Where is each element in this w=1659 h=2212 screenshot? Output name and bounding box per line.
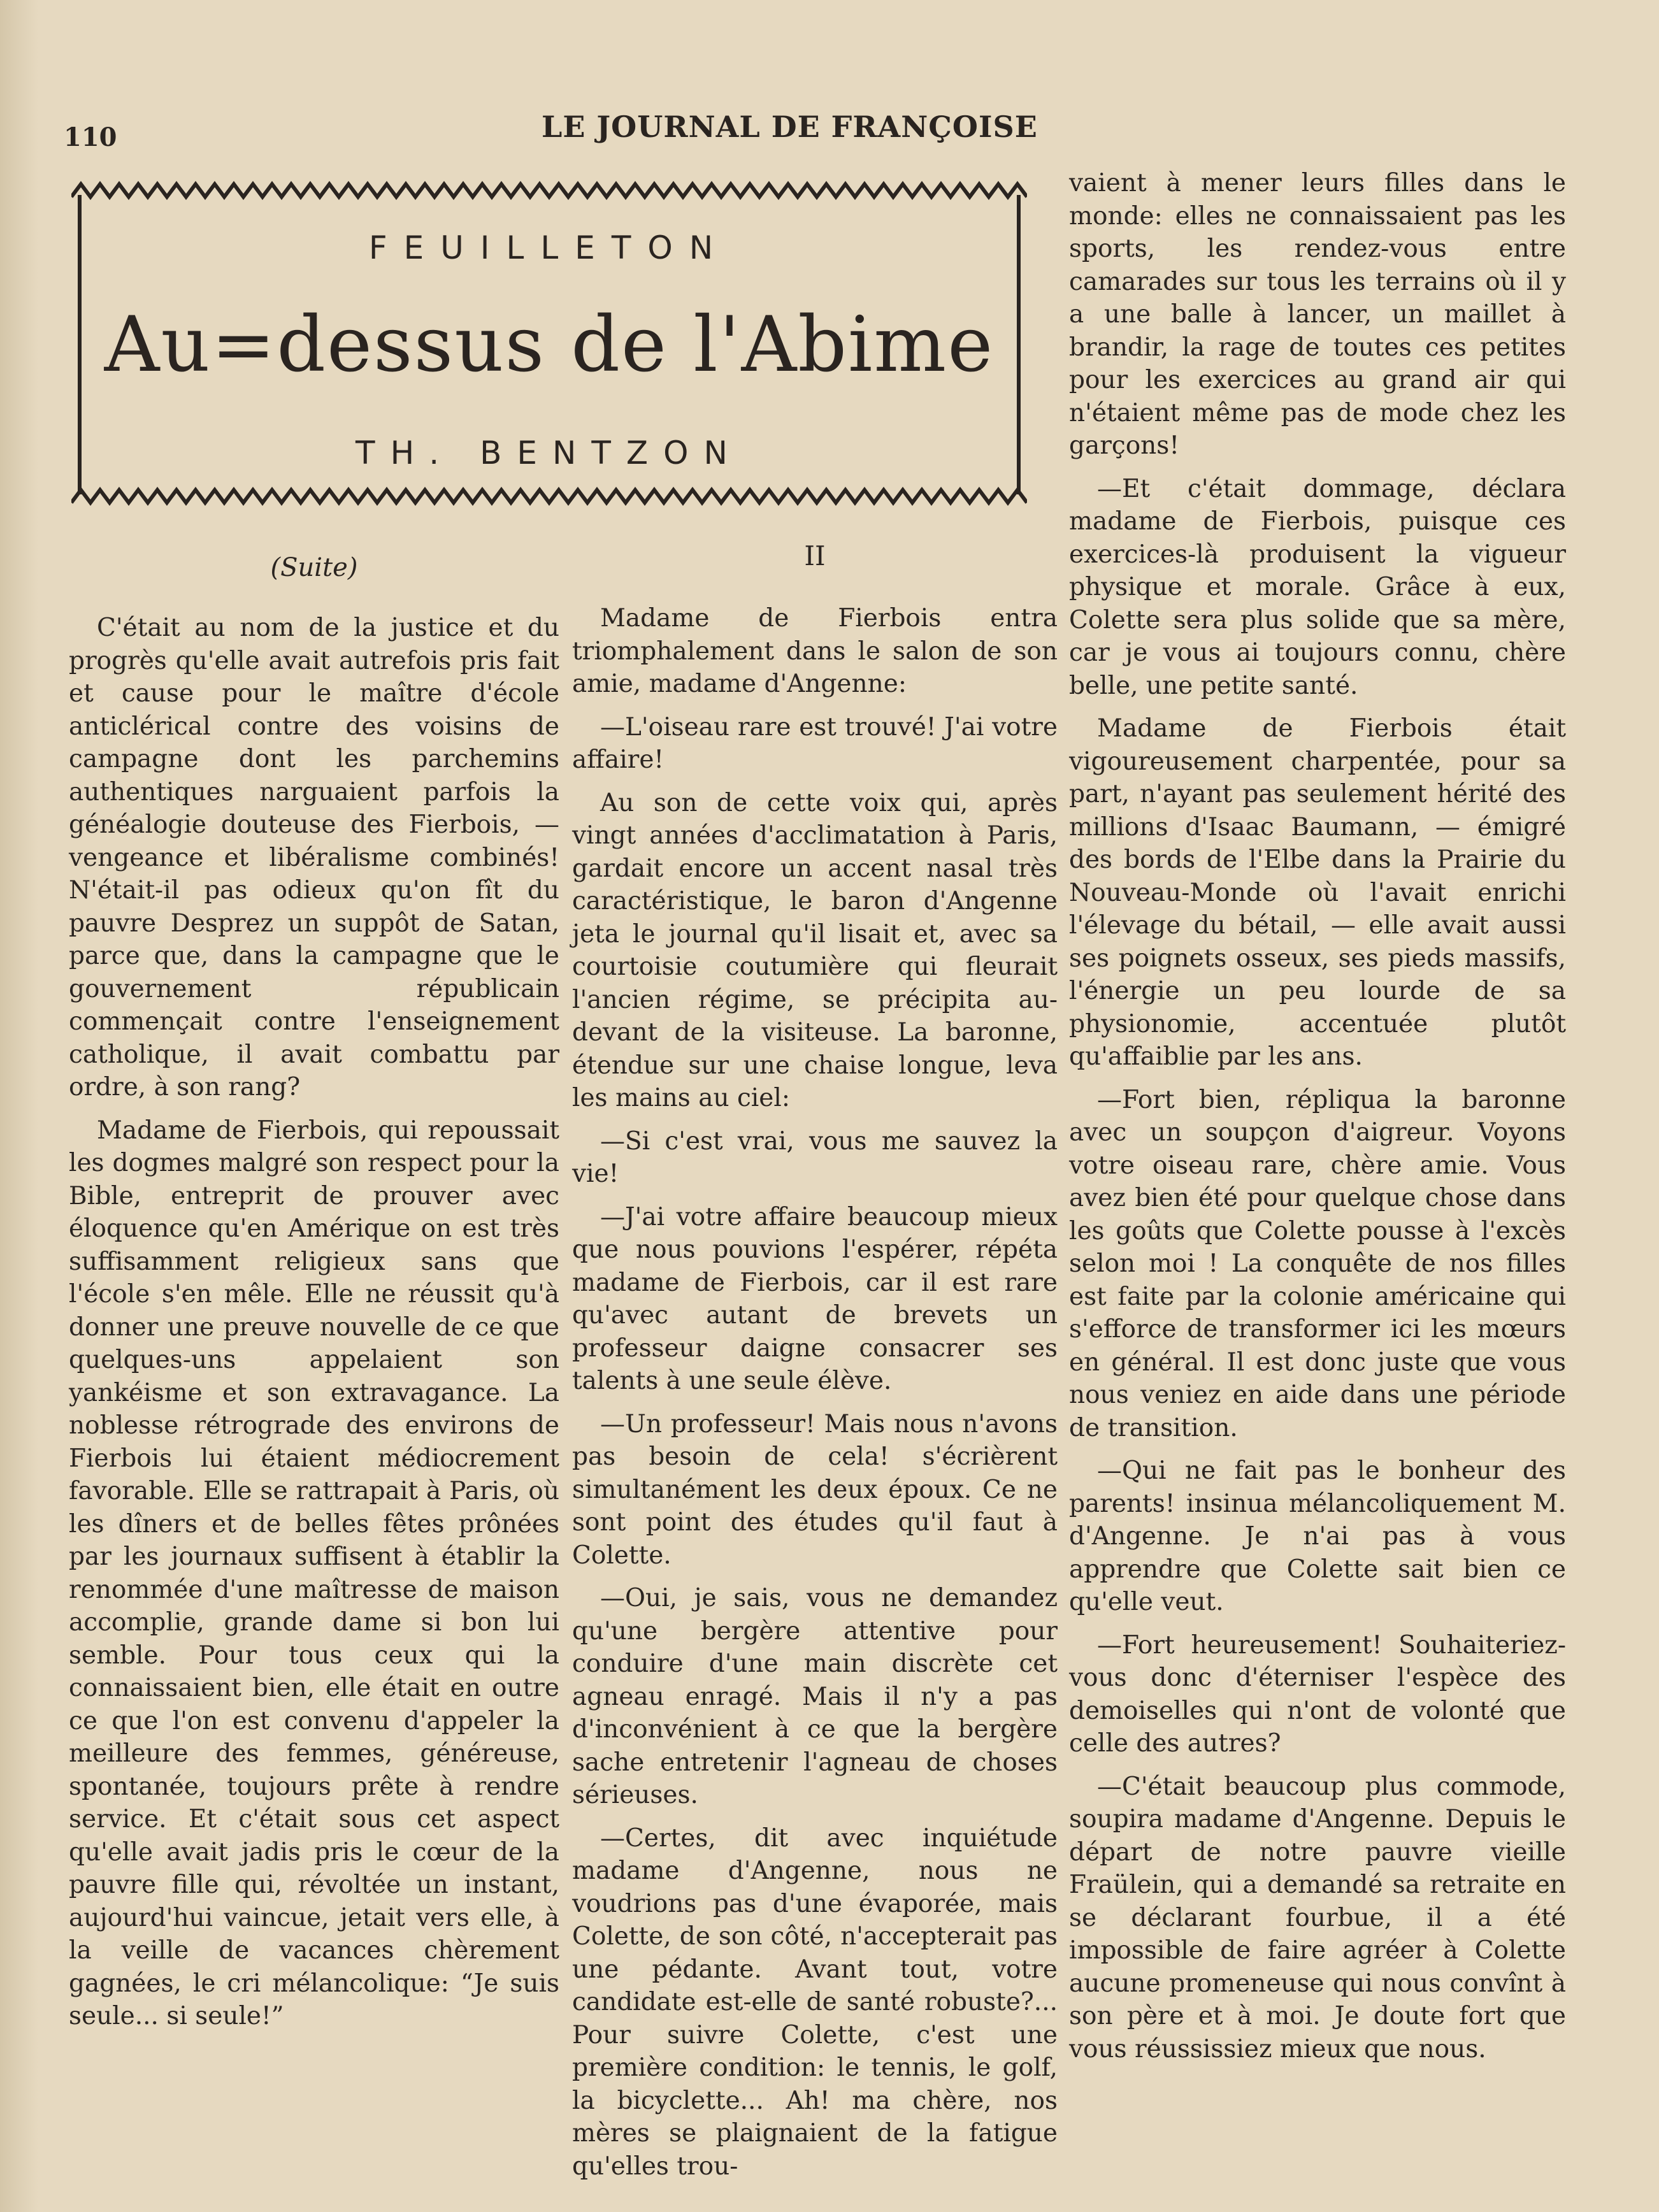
text-column-3 xyxy=(1069,167,1566,2065)
paragraph: Madame de Fierbois entra triomphalement dans le salon de son amie, madame d'Angenne: xyxy=(572,604,1058,698)
feuilleton-banner xyxy=(71,180,1027,511)
story-author: TH. BENTZON xyxy=(356,434,743,471)
paragraph: —L'oiseau rare est trouvé! J'ai votre affaire! xyxy=(572,712,1058,774)
story-title: Au=dessus de l'Abime xyxy=(104,301,995,389)
paragraph: —Un professeur! Mais nous n'avons pas besoin de cela! s'écrièrent simultanément les deux époux. Ce ne sont point des études qu'il faut à Colette. xyxy=(572,1409,1058,1570)
suite-label: (Suite) xyxy=(270,553,358,582)
running-title: LE JOURNAL DE FRANÇOISE xyxy=(542,110,1038,144)
text-column-2 xyxy=(572,602,1058,2183)
chapter-number: II xyxy=(804,540,826,571)
page-number: 110 xyxy=(64,122,117,152)
paragraph: —Fort heureusement! Souhaiteriez-vous donc d'éterniser l'espèce des demoiselles qui n'ont de volonté que celle des autres? xyxy=(1069,1630,1566,1758)
text-column-1 xyxy=(69,612,559,2033)
paragraph: —Oui, je sais, vous ne demandez qu'une bergère attentive pour conduire d'une main discrète cet agneau enragé. Mais il n'y a pas d'inconvénient à ce que la bergère sache entretenir l'agneau de choses sérieuses. xyxy=(572,1584,1058,1809)
banner-kicker: FEUILLETON xyxy=(368,229,730,266)
zigzag-border-bottom xyxy=(71,487,1027,506)
paragraph: —Et c'était dommage, déclara madame de Fierbois, puisque ces exercices-là produisent la vigueur physique et morale. Grâce à eux, Colette sera plus solide que sa mère, car je vous ai toujours connu, chère belle, une petite santé. xyxy=(1069,474,1566,700)
paragraph: —J'ai votre affaire beaucoup mieux que nous pouvions l'espérer, répéta madame de Fierbois, car il est rare qu'avec autant de brevets un professeur daigne consacrer ses talents à une seule élève. xyxy=(572,1202,1058,1395)
paragraph: Au son de cette voix qui, après vingt années d'acclimatation à Paris, gardait encore un accent nasal très caractéristique, le baron d'Angenne jeta le journal qu'il lisait et, avec sa courtoisie coutumière qui fleurait l'ancien régime, se précipita au-devant de la visiteuse. La baronne, étendue sur une chaise longue, leva les mains au ciel: xyxy=(572,788,1058,1112)
paragraph: —Qui ne fait pas le bonheur des parents! insinua mélancoliquement M. d'Angenne. Je n'ai pas à vous apprendre que Colette sait bien ce qu'elle veut. xyxy=(1069,1456,1566,1616)
paragraph: C'était au nom de la justice et du progrès qu'elle avait autrefois pris fait et cause pour le maître d'école anticlérical contre des voisins de campagne dont les parchemins authentiques narguaient parfois la généalogie douteuse des Fierbois, — vengeance et libéralisme combinés! N'était-il pas odieux qu'on fît du pauvre Desprez un suppôt de Satan, parce que, dans la campagne que le gouvernement républicain commençait contre l'enseignement catholique, il avait combattu par ordre, à son rang? xyxy=(69,614,559,1102)
paragraph: Madame de Fierbois était vigoureusement charpentée, pour sa part, n'ayant pas seulement hérité des millions d'Isaac Baumann, — émigré des bords de l'Elbe dans la Prairie du Nouveau-Monde où l'avait enrichi l'élevage du bétail, — elle avait aussi ses poignets osseux, ses pieds massifs, l'énergie un peu lourde de sa physionomie, accentuée plutôt qu'affaiblie par les ans. xyxy=(1069,714,1566,1071)
paragraph: Madame de Fierbois, qui repoussait les dogmes malgré son respect pour la Bible, entreprit de prouver avec éloquence qu'en Amérique on est très suffisamment religieux sans que l'école s'en mêle. Elle ne réussit qu'à donner une preuve nouvelle de ce que quelques-uns appelaient son yankéisme et son extravagance. La noblesse rétrograde des environs de Fierbois lui étaient médiocrement favorable. Elle se rattrapait à Paris, où les dîners et de belles fêtes prônées par les journaux suffisent à établir la renommée d'une maîtresse de maison accomplie, grande dame si bon lui semble. Pour tous ceux qui la connaissaient bien, elle était en outre ce que l'on est convenu d'appeler la meilleure des femmes, généreuse, spontanée, toujours prête à rendre service. Et c'était sous cet aspect qu'elle avait jadis pris le cœur de la pauvre fille qui, révoltée un instant, aujourd'hui vaincue, jetait vers elle, à la veille de vacances chèrement gagnées, le cri mélancolique: “Je suis seule... si seule!” xyxy=(69,1116,559,2030)
paragraph: —C'était beaucoup plus commode, soupira madame d'Angenne. Depuis le départ de notre pauvre vieille Fraülein, qui a demandé sa retraite en se déclarant fourbue, il a été impossible de faire agréer à Colette aucune promeneuse qui nous convînt à son père et à moi. Je doute fort que vous réussissiez mieux que nous. xyxy=(1069,1772,1566,2064)
page-edge xyxy=(0,0,38,2212)
paragraph: —Certes, dit avec inquiétude madame d'Angenne, nous ne voudrions pas d'une évaporée, mais Colette, de son côté, n'accepterait pas une pédante. Avant tout, votre candidate est-elle de santé robuste?... Pour suivre Colette, c'est une première condition: le tennis, le golf, la bicyclette... Ah! ma chère, nos mères se plaignaient de la fatigue qu'elles trou- xyxy=(572,1823,1058,2181)
paragraph: —Si c'est vrai, vous me sauvez la vie! xyxy=(572,1126,1058,1188)
paragraph: —Fort bien, répliqua la baronne avec un soupçon d'aigreur. Voyons votre oiseau rare, chère amie. Vous avez bien été pour quelque chose dans les goûts que Colette pousse à l'excès selon moi ! La conquête de nos filles est faite par la colonie américaine qui s'efforce de transformer ici les mœurs en général. Il est donc juste que vous nous veniez en aide dans une période de transition. xyxy=(1069,1085,1566,1442)
paragraph: vaient à mener leurs filles dans le monde: elles ne connaissaient pas les sports, les rendez-vous entre camarades sur tous les terrains où il y a une balle à lancer, un maillet à brandir, la rage de toutes ces petites pour les exercices au grand air qui n'étaient même pas de mode chez les garçons! xyxy=(1069,169,1566,460)
